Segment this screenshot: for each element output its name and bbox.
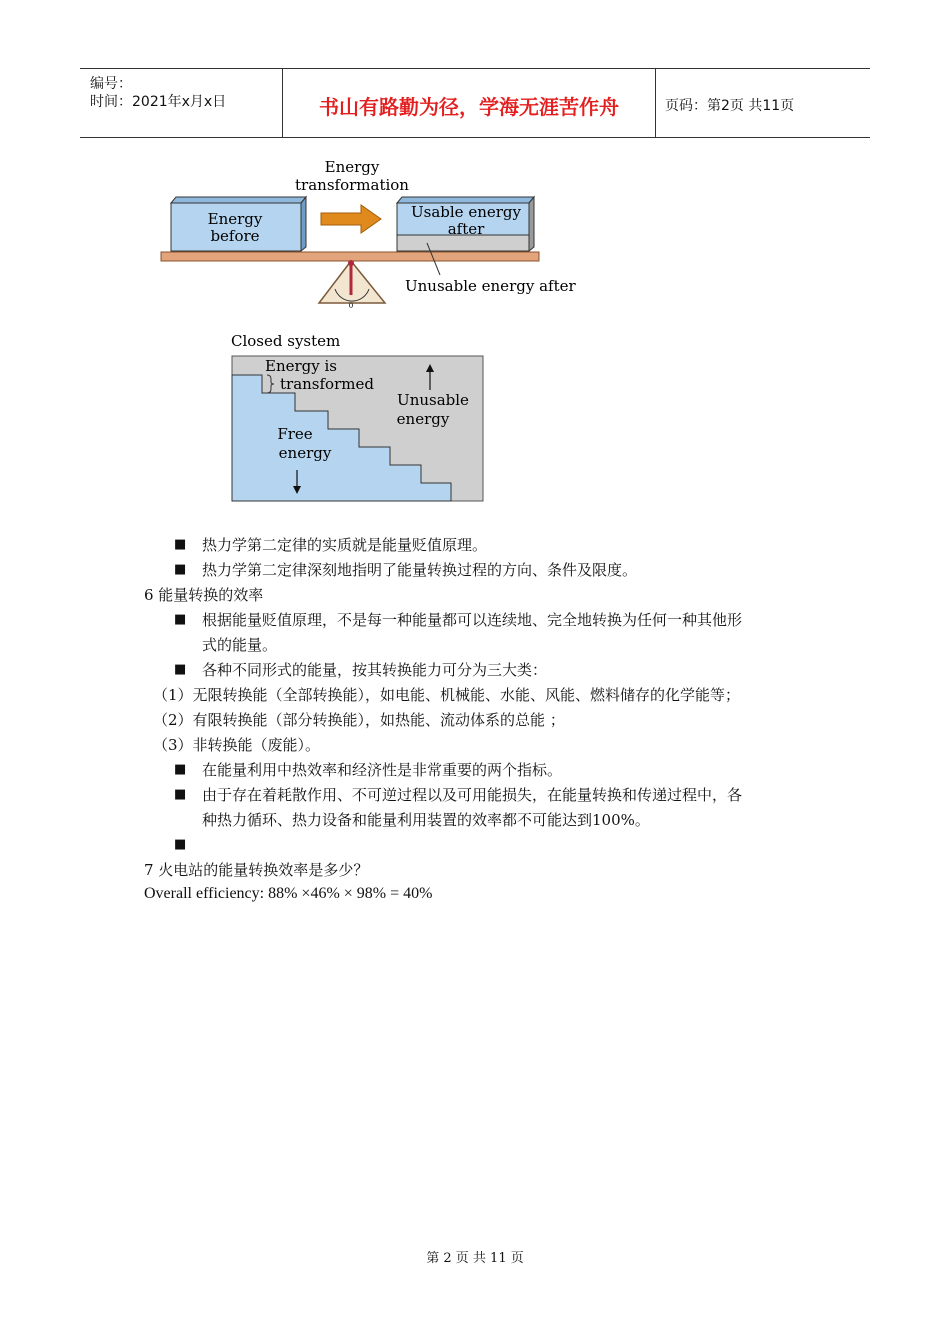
bullet-item	[174, 535, 488, 555]
bullet-text: 由于存在着耗散作用、不可逆过程以及可用能损失，在能量转换和传递过程中，各	[202, 786, 743, 804]
bullet-icon: ■	[174, 662, 187, 677]
usable-label-line2: after	[447, 220, 485, 238]
bullet-icon: ■	[174, 562, 187, 577]
bullet-text: 热力学第二定律深刻地指明了能量转换过程的方向、条件及限度。	[202, 561, 638, 579]
bullet-item	[174, 560, 638, 580]
bullet-icon: ■	[174, 837, 187, 852]
bullet-text-continuation: 式的能量。	[202, 636, 278, 654]
transformation-arrow	[321, 205, 381, 233]
gauge-zero: 0	[348, 302, 354, 310]
section-heading-6: 6 能量转换的效率	[144, 586, 264, 604]
efficiency-formula: Overall efficiency: 88% ×46% × 98% = 40%	[144, 885, 433, 902]
category-item-3: （3）非转换能（废能）。	[153, 736, 321, 754]
usable-label-line1: Usable energy	[411, 203, 521, 221]
fig1-title-line1: Energy	[324, 158, 380, 176]
energy-transformation-figure	[155, 155, 595, 315]
bullet-text: 根据能量贬值原理，不是每一种能量都可以连续地、完全地转换为任何一种其他形	[202, 611, 743, 629]
unusable-energy-line2: energy	[396, 410, 450, 428]
closed-system-figure	[225, 330, 495, 505]
bullet-item	[174, 760, 563, 780]
bullet-text: 在能量利用中热效率和经济性是非常重要的两个指标。	[202, 761, 563, 779]
bullet-text: 各种不同形式的能量，按其转换能力可分为三大类：	[202, 661, 548, 679]
unusable-energy-line1: Unusable	[397, 391, 469, 409]
balance-plank	[161, 252, 539, 261]
before-block-side	[301, 197, 306, 251]
bullet-text-continuation: 种热力循环、热力设备和能量利用装置的效率都不可能达到100%。	[202, 811, 650, 829]
after-block-side	[529, 197, 534, 251]
fig1-title-line2: transformation	[295, 176, 409, 194]
free-energy-line2: energy	[278, 444, 332, 462]
page-footer: 第 2 页 共 11 页	[426, 1251, 524, 1266]
bullet-item	[174, 660, 548, 680]
header-left-cell	[80, 69, 282, 137]
category-item-1: （1）无限转换能（全部转换能），如电能、机械能、水能、风能、燃料储存的化学能等；	[153, 686, 741, 704]
bullet-icon: ■	[174, 537, 187, 552]
page-info: 页码：第2页 共11页	[665, 98, 795, 114]
page-header	[80, 68, 870, 138]
before-label-line1: Energy	[207, 210, 263, 228]
unusable-label: Unusable energy after	[405, 277, 576, 295]
section-heading-7: 7 火电站的能量转换效率是多少？	[144, 861, 369, 879]
bullet-icon: ■	[174, 612, 187, 627]
transformed-label-line1: Energy is	[265, 357, 337, 375]
header-motto: 书山有路勤为径，学海无涯苦作舟	[319, 95, 619, 119]
header-center-cell	[282, 69, 656, 137]
before-label-line2: before	[210, 227, 260, 245]
closed-system-title: Closed system	[231, 332, 341, 350]
bullet-item	[174, 610, 743, 630]
bullet-icon: ■	[174, 787, 187, 802]
before-block-top	[171, 197, 306, 203]
category-item-2: （2）有限转换能（部分转换能），如热能、流动体系的总能 ；	[153, 711, 565, 729]
number-label: 编号：	[90, 76, 132, 92]
time-label: 时间：2021年x月x日	[90, 94, 227, 110]
bullet-icon: ■	[174, 762, 187, 777]
bullet-text: 热力学第二定律的实质就是能量贬值原理。	[202, 536, 488, 554]
free-energy-line1: Free	[277, 425, 313, 443]
transformed-label-line2: transformed	[280, 375, 374, 393]
header-right-cell	[655, 69, 870, 137]
bullet-item	[174, 785, 743, 805]
gauge-pivot	[348, 260, 354, 266]
